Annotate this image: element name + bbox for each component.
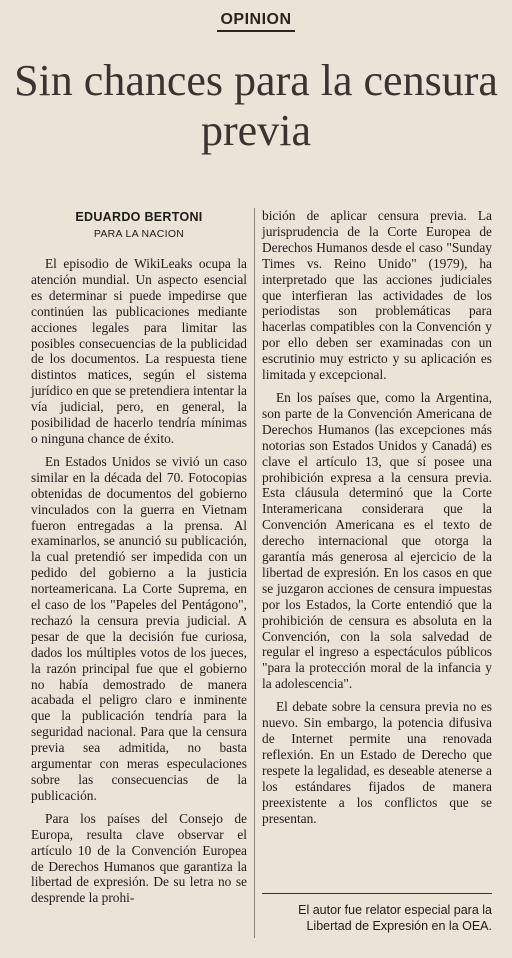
paragraph: Para los países del Consejo de Europa, resulta clave observar el artículo 10 de la Convención Europea de Derechos Humanos que garantiza la libertad de expresión. De su letra no se desprende la prohi- — [31, 810, 247, 906]
note-divider — [262, 893, 492, 894]
author-note: El autor fue relator especial para la Libertad de Expresión en la OEA. — [298, 903, 492, 933]
paragraph: En los países que, como la Argentina, son parte de la Convención Americana de Derechos Humanos (las excepciones más notorias son Estados Unidos y Canadá) es clave el artículo 13, que sí posee una prohibición expresa a la censura previa. Esta cláusula determinó que la Corte Interamericana considerara que la Convención Americana es el texto de derecho internacional que otorga la garantía más generosa al ejercicio de la libertad de expresión. En los casos en que se juzgaron acciones de censura impuestas por los Estados, la Corte entendió que la prohibición de censura es absoluta en la Convención, con la sola salvedad de regular el ingreso a espectáculos públicos "para la protección moral de la infancia y la adolescencia". — [262, 389, 492, 692]
paragraph: En Estados Unidos se vivió un caso similar en la década del 70. Fotocopias obtenidas de documentos del gobierno vinculados con la guerra en Vietnam fueron entregadas a la prensa. Al examinarlos, se anunció su publicación, la cual pretendió ser impedida con un pedido del gobierno a la justicia norteamericana. La Corte Suprema, en el caso de los "Papeles del Pentágono", rechazó la censura previa judicial. A pesar de que la decisión fue curiosa, dados los múltiples votos de los jueces, la razón principal fue que el gobierno no había demostrado de manera acabada el peligro claro e inminente que la publicación tendría para la seguridad nacional. Para que la censura previa sea admitida, no basta argumentar con meras especulaciones sobre las consecuencias de la publicación. — [31, 453, 247, 803]
section-header — [0, 11, 512, 32]
author-outlet: PARA LA NACION — [93, 228, 185, 240]
paragraph: El debate sobre la censura previa no es nuevo. Sin embargo, la potencia difusiva de Internet permite una renovada reflexión. En un Estado de Derecho que respete la legalidad, es deseable atenerse a los estándares fijados de manera preexistente a los conflictos que se presentan. — [262, 699, 492, 826]
article-column-left — [31, 256, 247, 906]
author-name: EDUARDO BERTONI — [75, 210, 203, 224]
section-label: OPINION — [217, 11, 294, 32]
paragraph: El episodio de WikiLeaks ocupa la atención mundial. Un aspecto esencial es determinar si puede impedirse que continúen las publicaciones mediante acciones legales para limitar las posibles consecuencias de la publicidad de los documentos. La respuesta tiene distintos matices, según el sistema jurídico en que se pretendiera intentar la vía judicial, pero, en general, la posibilidad de hacerlo tendría mínimas o ninguna chance de éxito. — [31, 256, 247, 446]
paragraph: bición de aplicar censura previa. La jurisprudencia de la Corte Europea de Derechos Humanos desde el caso "Sunday Times vs. Reino Unido" (1979), ha interpretado que las acciones judiciales que interfieran las actividades de los periodistas son problemáticas para hacerlas compatibles con la Convención y por ello deben ser examinadas con un escrutinio muy estricto y su aplicación es limitada y excepcional. — [262, 208, 492, 383]
byline — [31, 210, 247, 240]
column-divider — [254, 208, 255, 938]
headline: Sin chances para la censura previa — [14, 56, 498, 155]
article-column-right — [262, 208, 492, 826]
